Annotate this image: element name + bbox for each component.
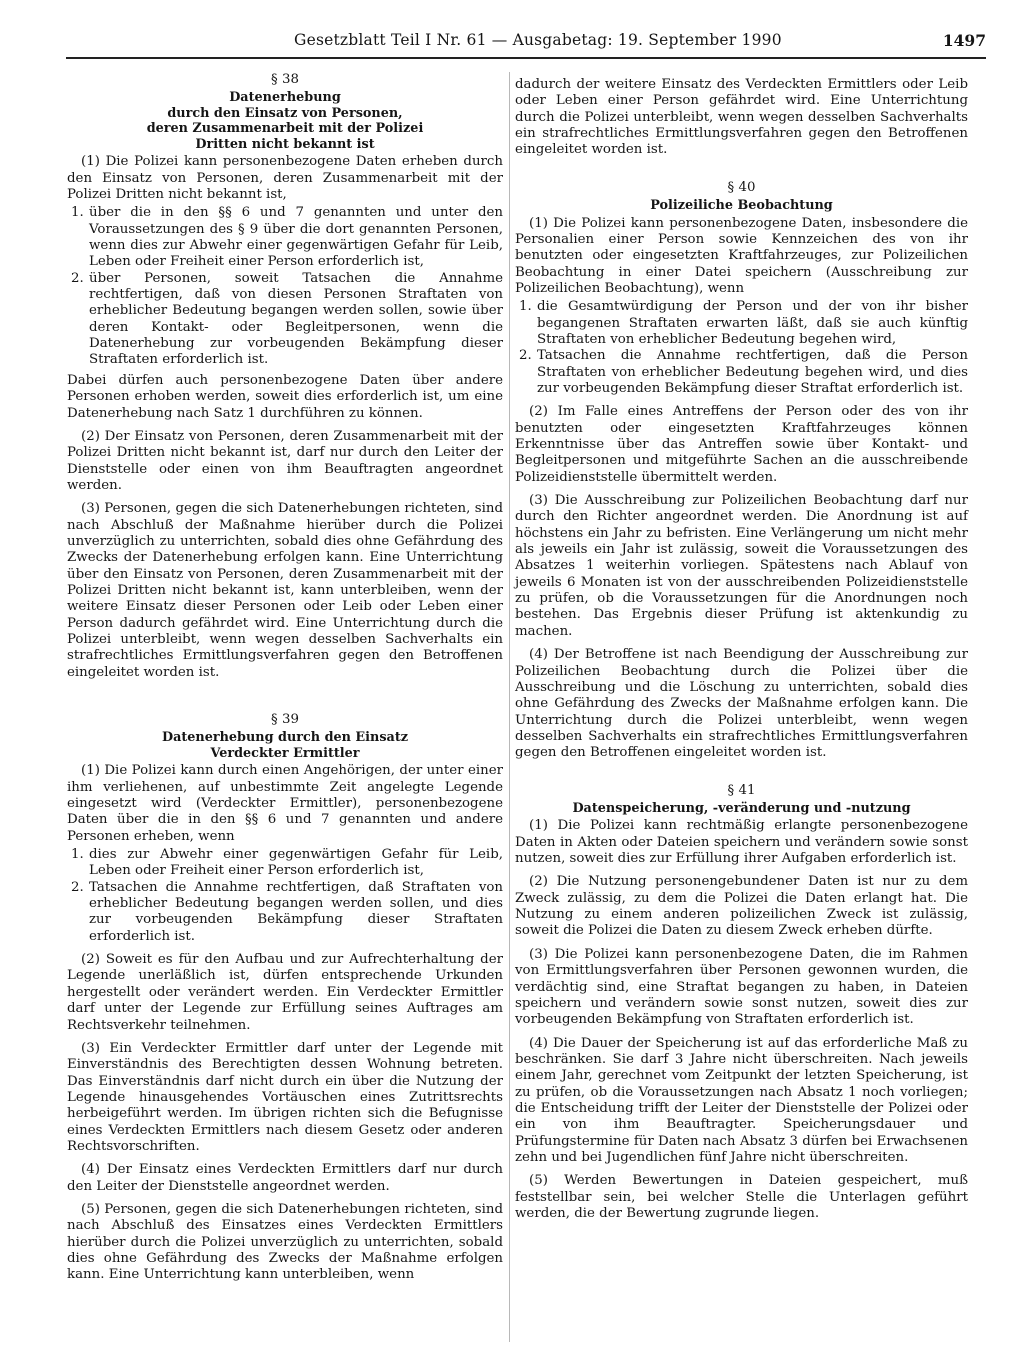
section-38-title-line: deren Zusammenarbeit mit der Polizei [146, 121, 424, 137]
section-39-title-line: Verdeckter Ermittler [210, 745, 360, 761]
s39-paragraph-1: (1) Die Polizei kann durch einen Angehörigen, der unter einer ihm verliehenen, auf unbestimmte Zeit angelegte Legende eingesetzt wird (Verdeckter Ermittler), personenbezogene Daten über die in den §§ 6 und 7 genannten und andere Personen erheben, wenn [67, 763, 503, 844]
section-41-title [515, 801, 968, 817]
section-40-title-line: Polizeiliche Beobachtung [650, 198, 833, 214]
s38-paragraph-2: (2) Der Einsatz von Personen, deren Zusammenarbeit mit der Polizei Dritten nicht bekannt ist, darf nur durch den Leiter der Dienststelle oder einen von ihm Beauftragten angeordnet werden. [67, 428, 503, 493]
s39-list [67, 847, 503, 945]
page-number: 1497 [942, 31, 986, 50]
column-divider [509, 72, 510, 1342]
section-39-title-line: Datenerhebung durch den Einsatz [161, 730, 409, 746]
s40-list [515, 299, 968, 397]
list-item-number: 1. [519, 299, 532, 315]
section-38-title-line: Datenerhebung [229, 90, 341, 106]
s41-paragraph-2: (2) Die Nutzung personengebundener Daten ist nur zu dem Zweck zulässig, zu dem die Polizei die Daten erlangt hat. Die Nutzung zu einem anderen polizeilichen Zweck ist zulässig, soweit die Polizei die Daten zu diesem Zweck erheben dürfte. [515, 874, 968, 939]
header-title: Gesetzblatt Teil I Nr. 61 — Ausgabetag: 19. September 1990 [294, 31, 782, 49]
list-item-text: Tatsachen die Annahme rechtfertigen, daß die Person Straftaten von erheblicher Bedeutung begehen wird, und dies zur vorbeugenden Bekämpfung dieser Straftat erforderlich ist. [537, 348, 968, 396]
list-item [67, 880, 503, 945]
list-item [67, 205, 503, 270]
section-38-title [67, 90, 503, 152]
list-item [515, 348, 968, 397]
s38-paragraph-1: (1) Die Polizei kann personenbezogene Daten erheben durch den Einsatz von Personen, deren Zusammenarbeit mit der Polizei Dritten nicht bekannt ist, [67, 154, 503, 203]
section-39-title [67, 730, 503, 761]
list-item-number: 2. [71, 270, 84, 286]
section-38-title-line: Dritten nicht bekannt ist [195, 136, 375, 152]
section-38-number: § 38 [271, 72, 299, 87]
s39-paragraph-2: (2) Soweit es für den Aufbau und zur Aufrechterhaltung der Legende unerläßlich ist, dürfen entsprechende Urkunden hergestellt oder verändert werden. Ein Verdeckter Ermittler darf unter der Legende zur Erfüllung seines Auftrages am Rechtsverkehr teilnehmen. [67, 952, 503, 1033]
section-40-number: § 40 [727, 179, 756, 195]
page-header [66, 27, 986, 59]
s39-paragraph-5-continuation: dadurch der weitere Einsatz des Verdeckten Ermittlers oder Leib oder Leben einer Person gefährdet wird. Eine Unterrichtung durch die Polizei unterbleibt, wenn wegen desselben Sachverhalts ein strafrechtliches Ermittlungsverfahren gegen den Betroffenen eingeleitet worden ist. [515, 77, 968, 158]
list-item-text: über die in den §§ 6 und 7 genannten und unter den Voraussetzungen des § 9 über die dort genannten Personen, wenn dies zur Abwehr einer gegenwärtigen Gefahr für Leib, Leben oder Freiheit einer Person erforderlich ist, [89, 205, 503, 270]
s41-paragraph-5: (5) Werden Bewertungen in Dateien gespeichert, muß feststellbar sein, bei welcher Stelle die Unterlagen geführt werden, die der Bewertung zugrunde liegen. [515, 1173, 968, 1221]
list-item-number: 2. [71, 879, 84, 895]
list-item-text: dies zur Abwehr einer gegenwärtigen Gefahr für Leib, Leben oder Freiheit einer Person erforderlich ist, [89, 847, 503, 879]
list-item-text: die Gesamtwürdigung der Person und der von ihr bisher begangenen Straftaten erwarten läßt, daß sie auch künftig Straftaten von erheblicher Bedeutung begehen wird, [537, 299, 968, 347]
right-column [515, 77, 968, 1229]
s40-paragraph-4: (4) Der Betroffene ist nach Beendigung der Ausschreibung zur Polizeilichen Beobachtung durch die Polizei über die Ausschreibung und die Löschung zu unterrichten, sobald dies ohne Gefährdung des Zwecks der Maßnahme erfolgen kann. Die Unterrichtung durch die Polizei unterbleibt, wenn wegen desselben Sachverhalts ein strafrechtliches Ermittlungsverfahren gegen den Betroffenen eingeleitet worden ist. [515, 647, 968, 761]
s41-paragraph-4: (4) Die Dauer der Speicherung ist auf das erforderliche Maß zu beschränken. Sie darf 3 Jahre nicht überschreiten. Nach jeweils einem Jahr, gerechnet vom Zeitpunkt der letzten Speicherung, ist zu prüfen, ob die Voraussetzungen nach Absatz 1 noch vorliegen; die Entscheidung trifft der Leiter der Dienststelle der Polizei oder ein von ihm Beauftragter. Speicherungsdauer und Prüfungstermine für Daten nach Absatz 3 dürfen bei Erwachsenen zehn und bei Jugendlichen fünf Jahre nicht überschreiten. [515, 1035, 968, 1165]
s39-paragraph-5: (5) Personen, gegen die sich Datenerhebungen richteten, sind nach Abschluß des Einsatzes eines Verdeckten Ermittlers hierüber durch die Polizei unverzüglich zu unterrichten, sobald dies ohne Gefährdung des Zwecks der Maßnahme erfolgen kann. Eine Unterrichtung kann unterbleiben, wenn [67, 1201, 503, 1283]
list-item-number: 1. [71, 847, 84, 863]
list-item [515, 299, 968, 348]
s38-paragraph-1-tail: Dabei dürfen auch personenbezogene Daten über andere Personen erhoben werden, soweit dies erforderlich ist, um eine Datenerhebung nach Satz 1 durchführen zu können. [67, 372, 503, 421]
list-item [67, 271, 503, 369]
section-39-number: § 39 [271, 712, 299, 727]
s38-list [67, 205, 503, 368]
list-item-text: Tatsachen die Annahme rechtfertigen, daß Straftaten von erheblicher Bedeutung begangen werden sollen, und dies zur vorbeugenden Bekämpfung dieser Straftaten erforderlich ist. [89, 879, 503, 944]
s40-paragraph-1: (1) Die Polizei kann personenbezogene Daten, insbesondere die Personalien einer Person sowie Kennzeichen des von ihr benutzten oder eingesetzten Kraftfahrzeuges, zur Polizeilichen Beobachtung in einer Datei speichern (Ausschreibung zur Polizeilichen Beobachtung), wenn [515, 215, 968, 296]
list-item-number: 1. [71, 205, 84, 221]
left-column [67, 72, 503, 1291]
list-item-number: 2. [519, 348, 532, 364]
s38-paragraph-3: (3) Personen, gegen die sich Datenerhebungen richteten, sind nach Abschluß der Maßnahme hierüber durch die Polizei unverzüglich zu unterrichten, sobald dies ohne Gefährdung des Zwecks der Datenerhebung erfolgen kann. Eine Unterrichtung über den Einsatz von Personen, deren Zusammenarbeit mit der Polizei Dritten nicht bekannt ist, kann unterbleiben, wenn der weitere Einsatz dieser Personen oder Leib oder Leben einer Person dadurch gefährdet wird. Eine Unterrichtung durch die Polizei unterbleibt, wenn wegen desselben Sachverhalts ein strafrechtliches Ermittlungsverfahren gegen den Betroffenen eingeleitet worden ist. [67, 501, 503, 680]
s39-paragraph-4: (4) Der Einsatz eines Verdeckten Ermittlers darf nur durch den Leiter der Dienststelle angeordnet werden. [67, 1162, 503, 1194]
s39-paragraph-3: (3) Ein Verdeckter Ermittler darf unter der Legende mit Einverständnis des Berechtigten dessen Wohnung betreten. Das Einverständnis darf nicht durch ein über die Nutzung der Legende hinausgehendes Vortäuschen eines Zutrittsrechts herbeigeführt werden. Im übrigen richten sich die Befugnisse eines Verdeckten Ermittlers nach diesem Gesetz oder anderen Rechtsvorschriften. [67, 1040, 503, 1154]
section-41-number: § 41 [727, 782, 756, 798]
section-40-title [515, 198, 968, 214]
s40-paragraph-2: (2) Im Falle eines Antreffens der Person oder des von ihr benutzten oder eingesetzten Kraftfahrzeuges können Erkenntnisse über das Antreffen sowie über Kontakt- und Begleitpersonen und mitgeführte Sachen an die ausschreibende Polizeidienststelle übermittelt werden. [515, 404, 968, 485]
list-item-text: über Personen, soweit Tatsachen die Annahme rechtfertigen, daß von diesen Personen Straftaten von erheblicher Bedeutung begangen werden sollen, sowie über deren Kontakt- oder Begleitpersonen, wenn die Datenerhebung zur vorbeugenden Bekämpfung dieser Straftaten erforderlich ist. [89, 270, 503, 368]
s40-paragraph-3: (3) Die Ausschreibung zur Polizeilichen Beobachtung darf nur durch den Richter angeordnet werden. Die Anordnung ist auf höchstens ein Jahr zu befristen. Eine Verlängerung um nicht mehr als jeweils ein Jahr ist zulässig, soweit die Voraussetzungen des Absatzes 1 weiterhin vorliegen. Spätestens nach Ablauf von jeweils 6 Monaten ist von der ausschreibenden Polizeidienststelle zu prüfen, ob die Voraussetzungen für die Anordnungen noch bestehen. Das Ergebnis dieser Prüfung ist aktenkundig zu machen. [515, 493, 968, 639]
section-38-title-line: durch den Einsatz von Personen, [167, 105, 403, 121]
s41-paragraph-1: (1) Die Polizei kann rechtmäßig erlangte personenbezogene Daten in Akten oder Dateien speichern und verändern sowie sonst nutzen, soweit dies zur Erfüllung ihrer Aufgaben erforderlich ist. [515, 818, 968, 867]
section-41-title-line: Datenspeicherung, -veränderung und -nutzung [572, 800, 911, 816]
list-item [67, 847, 503, 880]
s41-paragraph-3: (3) Die Polizei kann personenbezogene Daten, die im Rahmen von Ermittlungsverfahren über Personen gewonnen wurden, die verdächtig sind, eine Straftat begangen zu haben, in Dateien speichern und verändern sowie sonst nutzen, soweit dies zur vorbeugenden Bekämpfung von Straftaten erforderlich ist. [515, 946, 968, 1028]
